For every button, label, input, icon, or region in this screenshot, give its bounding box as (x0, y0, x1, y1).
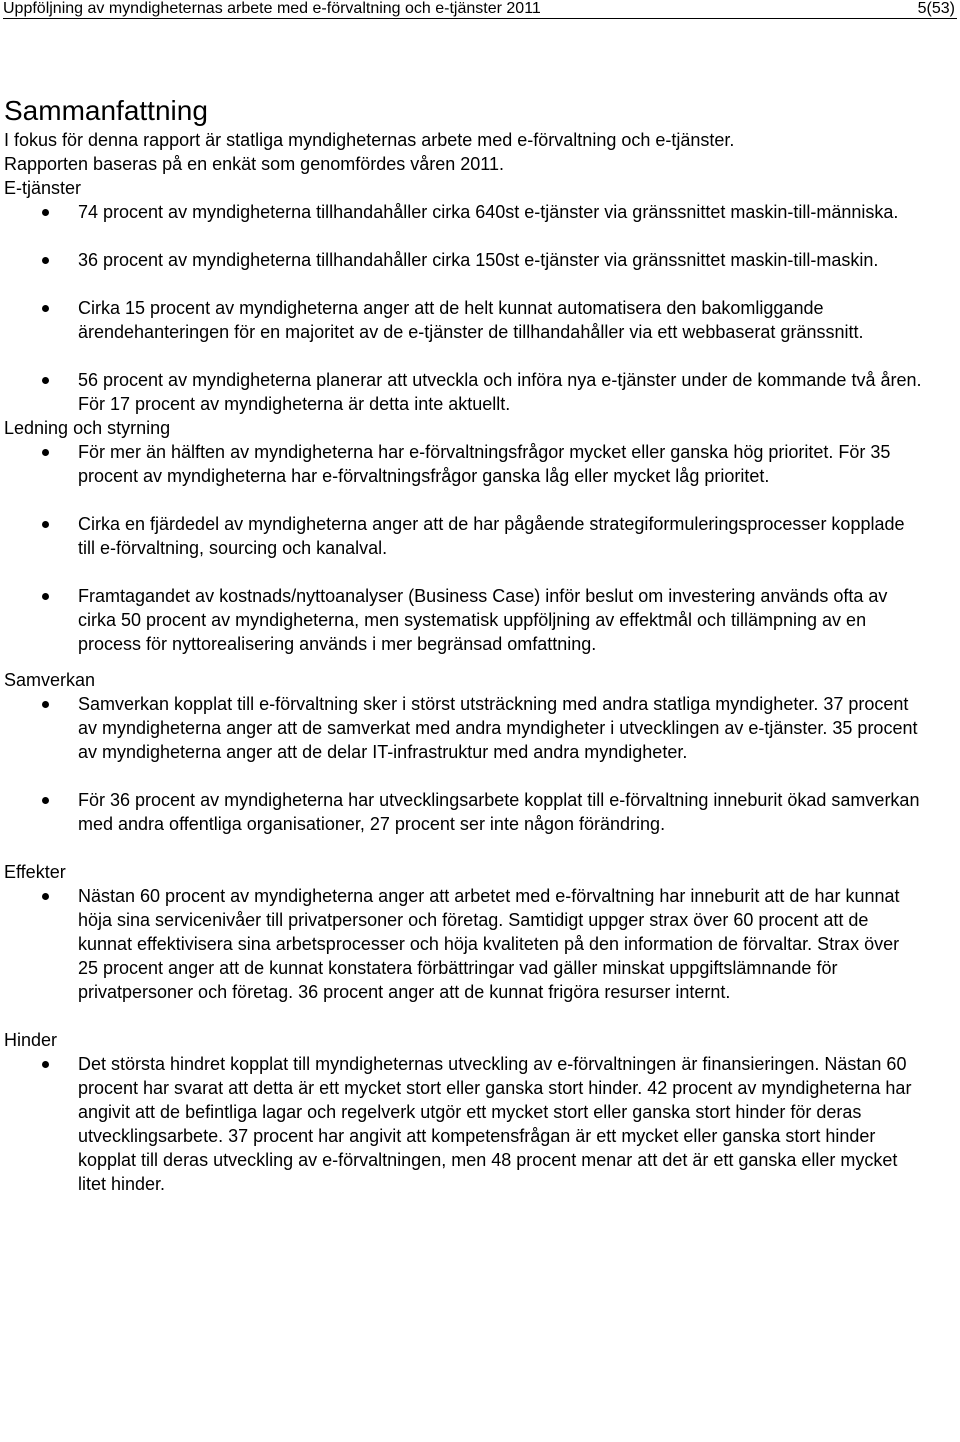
list-item (4, 692, 924, 764)
bullet-icon (42, 797, 49, 804)
list-item-text: För mer än hälften av myndigheterna har e-förvaltningsfrågor mycket eller ganska hög prioritet. För 35 procent av myndigheterna har e-förvaltningsfrågor ganska låg eller mycket låg prioritet. (78, 442, 891, 486)
list-item (4, 884, 924, 1004)
list-item-text: Cirka en fjärdedel av myndigheterna anger att de har pågående strategiformuleringsprocesser kopplade till e-förvaltning, sourcing och kanalval. (78, 514, 905, 558)
section-heading-ledning: Ledning och styrning (4, 418, 171, 438)
bullet-icon (42, 593, 49, 600)
header-title: Uppföljning av myndigheternas arbete med e-förvaltning och e-tjänster 2011 (3, 0, 541, 17)
section-list-effekter (4, 884, 924, 1004)
section-list-ledning (4, 440, 924, 656)
list-item (4, 788, 924, 836)
list-item (4, 296, 924, 344)
section-heading-effekter: Effekter (4, 862, 66, 882)
list-item-text: Cirka 15 procent av myndigheterna anger att de helt kunnat automatisera den bakomliggande ärendehanteringen för en majoritet av de e-tjänster de tillhandahåller via ett webbaserat gränssnitt. (78, 298, 864, 342)
list-item (4, 512, 924, 560)
list-item-text: Framtagandet av kostnads/nyttoanalyser (Business Case) inför beslut om investering används ofta av cirka 50 procent av myndigheterna, men systematisk uppföljning av effektmål och tillämpning av en process för nyttorealisering används i mer begränsad omfattning. (78, 586, 888, 654)
list-item (4, 248, 924, 272)
list-item (4, 584, 924, 656)
page-number: 5(53) (917, 0, 955, 17)
list-item (4, 440, 924, 488)
list-item (4, 368, 924, 416)
list-item-text: 74 procent av myndigheterna tillhandahåller cirka 640st e-tjänster via gränssnittet maskin-till-människa. (78, 202, 899, 222)
section-list-samverkan (4, 692, 924, 836)
list-item-text: 56 procent av myndigheterna planerar att utveckla och införa nya e-tjänster under de kommande två åren. För 17 procent av myndigheterna är detta inte aktuellt. (78, 370, 922, 414)
page-header (0, 0, 960, 17)
list-item-text: 36 procent av myndigheterna tillhandahåller cirka 150st e-tjänster via gränssnittet maskin-till-maskin. (78, 250, 879, 270)
section-heading-hinder: Hinder (4, 1030, 58, 1050)
section-heading-e-tjanster: E-tjänster (4, 178, 82, 198)
list-item (4, 1052, 924, 1196)
bullet-icon (42, 449, 49, 456)
header-divider (3, 18, 957, 19)
bullet-icon (42, 893, 49, 900)
section-list-hinder (4, 1052, 924, 1196)
list-item-text: Samverkan kopplat till e-förvaltning sker i störst utsträckning med andra statliga myndigheter. 37 procent av myndigheterna anger att de samverkat med andra myndigheter i utvecklingen av e-tjänster. 35 procent av myndigheterna anger att de delar IT-infrastruktur med andra myndigheter. (78, 694, 918, 762)
list-item-text: För 36 procent av myndigheterna har utvecklingsarbete kopplat till e-förvaltning inneburit ökad samverkan med andra offentliga organisationer, 27 procent ser inte någon förändring. (78, 790, 920, 834)
section-heading-samverkan: Samverkan (4, 670, 96, 690)
document-body (4, 94, 924, 1196)
bullet-icon (42, 257, 49, 264)
bullet-icon (42, 209, 49, 216)
list-item-text: Det största hindret kopplat till myndigheternas utveckling av e-förvaltningen är finansieringen. Nästan 60 procent har svarat att detta är ett mycket stort eller ganska stort hinder. 42 procent av myndigheterna har angivit att de befintliga lagar och regelverk utgör ett mycket stort eller ganska stort hinder för deras utvecklingsarbete. 37 procent har angivit att kompetensfrågan är ett mycket eller ganska stort hinder kopplat till deras utveckling av e-förvaltningen, men 48 procent menar att det är ett ganska eller mycket litet hinder. (78, 1054, 912, 1194)
list-item-text: Nästan 60 procent av myndigheterna anger att arbetet med e-förvaltning har inneburit att de har kunnat höja sina servicenivåer till privatpersoner och företag. Samtidigt uppger strax över 60 procent att de kunnat effektivisera sina arbetsprocesser och höja kvaliteten på den information de förvaltar. Strax över 25 procent anger att de kunnat konstatera förbättringar vad gäller minskat uppgiftslämnande för privatpersoner och företag. 36 procent anger att de kunnat frigöra resurser internt. (78, 886, 900, 1002)
intro-line-1: I fokus för denna rapport är statliga myndigheternas arbete med e-förvaltning och e-tjänster. (4, 130, 735, 150)
list-item (4, 200, 924, 224)
bullet-icon (42, 701, 49, 708)
bullet-icon (42, 377, 49, 384)
bullet-icon (42, 521, 49, 528)
page-title: Sammanfattning (4, 95, 208, 126)
intro-line-2: Rapporten baseras på en enkät som genomfördes våren 2011. (4, 154, 504, 174)
section-list-e-tjanster (4, 200, 924, 416)
bullet-icon (42, 305, 49, 312)
bullet-icon (42, 1061, 49, 1068)
